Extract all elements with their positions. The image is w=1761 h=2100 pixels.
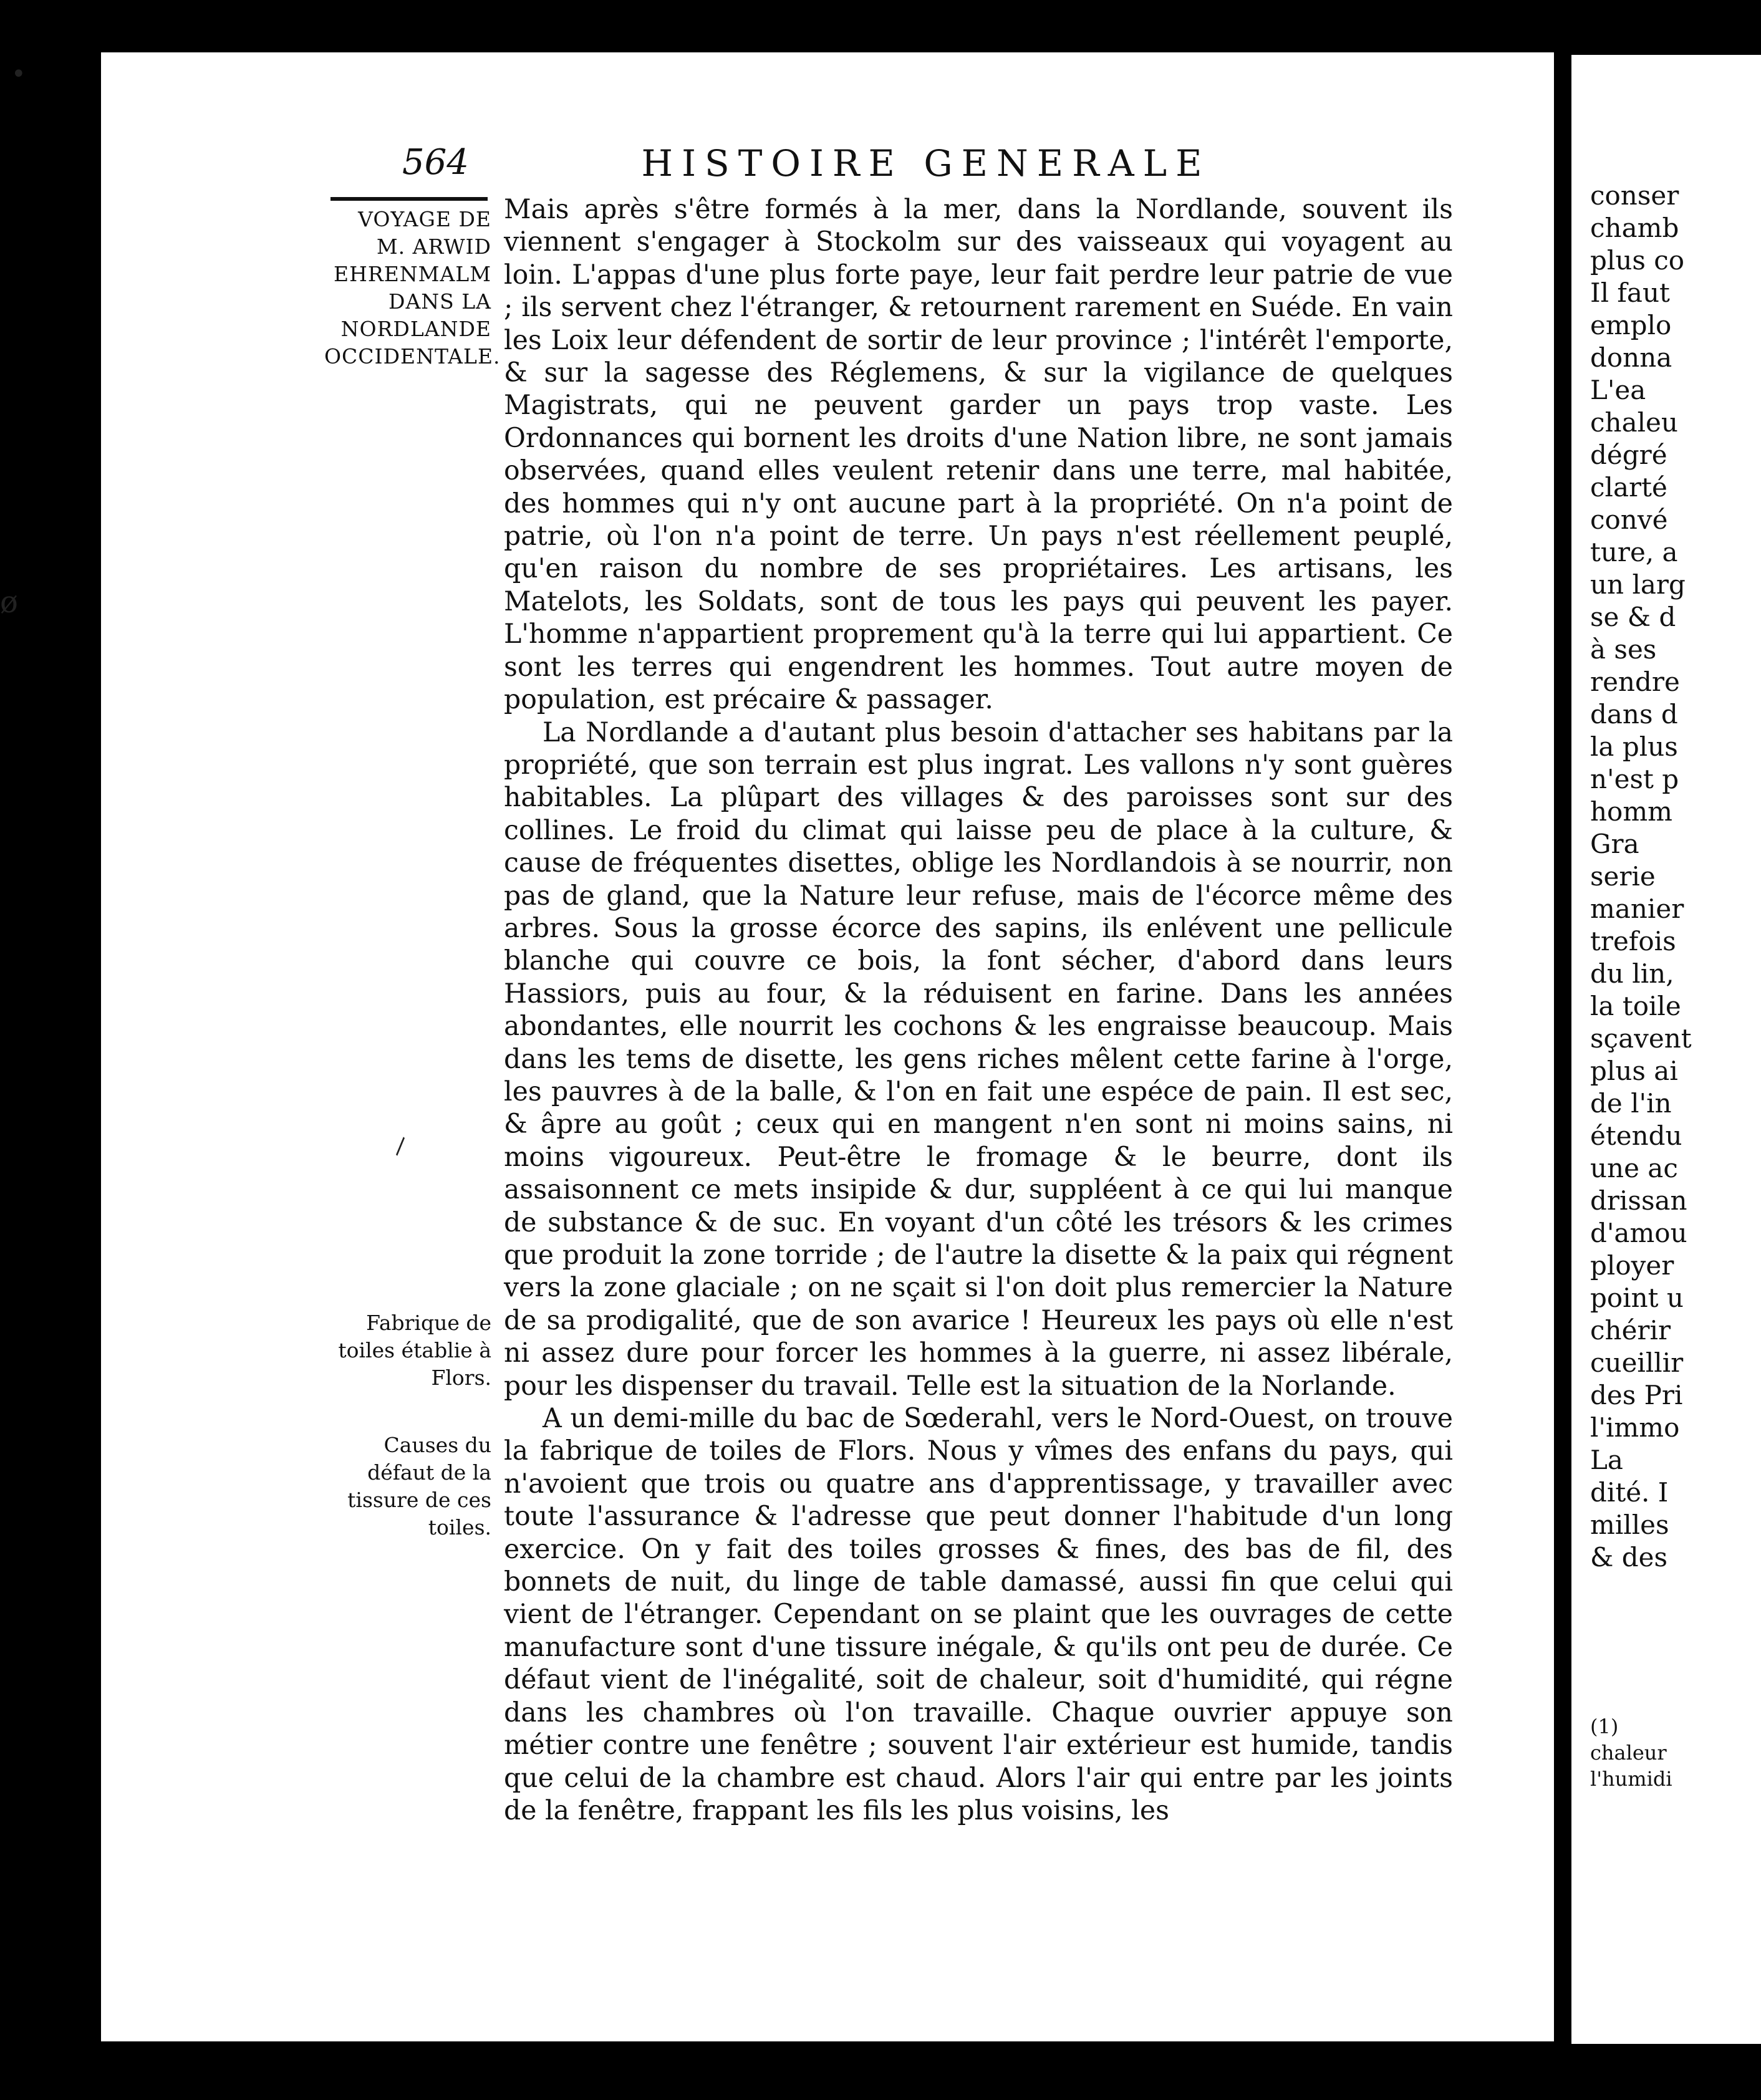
adjacent-line-fragment: n'est p [1590,764,1679,794]
adjacent-line-fragment: ture, a [1590,537,1678,567]
adjacent-line-fragment: cueillir [1590,1347,1684,1378]
adjacent-line-fragment: dégré [1590,440,1667,470]
adjacent-line-fragment: rendre [1590,667,1680,697]
margin-note-voyage: VOYAGE DE M. ARWID EHRENMALM DANS LA NORDLANDE OCCIDENTALE. [324,207,501,368]
scan-speck: • [11,60,26,89]
adjacent-line-fragment: dité. I [1590,1477,1669,1508]
adjacent-line-fragment: chamb [1590,213,1679,243]
scan-speck: ø [0,585,18,620]
margin-note-fabrique: Fabrique de toiles établie à Flors. [338,1311,491,1390]
adjacent-line-fragment: emplo [1590,310,1672,340]
paragraph: A un demi-mille du bac de Sœderahl, vers le Nord-Ouest, on trouve la fabrique de toiles de Flors. Nous y vîmes des enfans du pays, qui n'avoient que trois ou quatre ans d'apprentissage, y travailler avec toute l'assurance & l'adresse que peut donner l'habitude d'un long exercice. On y fait des toiles grosses & fines, des bas de fil, des bonnets de nuit, du linge de table damassé, aussi fin que celui qui vient de l'étranger. Cependant on se plaint que les ouvrages de cette manufacture sont d'une tissure inégale, & qu'ils ont peu de durée. Ce défaut vient de l'inégalité, soit de chaleur, soit d'humidité, qui régne dans les chambres où l'on travaille. Chaque ouvrier appuye son métier contre une fenêtre ; souvent l'air extérieur est humide, tandis que celui de la chambre est chaud. Alors l'air qui entre par les joints de la fenêtre, frappant les fils les plus voisins, les [504,1403,1453,1826]
adjacent-line-fragment: chaleu [1590,407,1678,438]
adjacent-line-fragment: sçavent [1590,1023,1692,1054]
adjacent-line-fragment: Il faut [1590,277,1670,308]
body-text [504,193,1453,1827]
adjacent-line-fragment: l'immo [1590,1412,1680,1443]
adjacent-line-fragment: plus co [1590,245,1685,276]
adjacent-page [1571,55,1761,2044]
adjacent-footnote-fragment: (1) [1590,1715,1619,1738]
adjacent-line-fragment: des Pri [1590,1380,1683,1410]
book-title: HISTOIRE GENERALE [641,142,1211,185]
adjacent-line-fragment: point u [1590,1283,1684,1313]
adjacent-line-fragment: drissan [1590,1185,1687,1216]
adjacent-line-fragment: la plus [1590,731,1678,762]
adjacent-line-fragment: serie [1590,861,1656,892]
adjacent-line-fragment: conser [1590,180,1679,211]
adjacent-line-fragment: L'ea [1590,375,1646,405]
adjacent-footnote-fragment: chaleur [1590,1741,1667,1765]
adjacent-footnote-fragment: l'humidi [1590,1767,1672,1791]
adjacent-line-fragment: convé [1590,504,1668,535]
adjacent-page-footnote [1590,1713,1672,1792]
running-head [402,142,1450,186]
adjacent-line-fragment: à ses [1590,634,1657,665]
adjacent-line-fragment: ployer [1590,1250,1674,1281]
adjacent-line-fragment: d'amou [1590,1218,1687,1248]
adjacent-line-fragment: trefois [1590,926,1676,956]
adjacent-line-fragment: se & d [1590,602,1676,632]
adjacent-line-fragment: chérir [1590,1315,1671,1346]
adjacent-line-fragment: manier [1590,893,1684,924]
adjacent-line-fragment: la toile [1590,991,1681,1021]
adjacent-line-fragment: La [1590,1445,1623,1475]
adjacent-line-fragment: donna [1590,342,1672,373]
page-number: 564 [402,142,469,183]
adjacent-line-fragment: dans d [1590,699,1678,730]
adjacent-line-fragment: Gra [1590,829,1639,859]
adjacent-line-fragment: étendu [1590,1120,1682,1151]
adjacent-line-fragment: plus ai [1590,1056,1678,1086]
adjacent-line-fragment: du lin, [1590,958,1674,989]
adjacent-line-fragment: milles [1590,1510,1669,1540]
paragraph: Mais après s'être formés à la mer, dans la Nordlande, souvent ils viennent s'engager à Stockolm sur des vaisseaux qui voyagent au loin. L'appas d'une plus forte paye, leur fait perdre leur patrie de vue ; ils servent chez l'étranger, & retournent rarement en Suéde. En vain les Loix leur défendent de sortir de leur province ; l'intérêt l'emporte, & sur la sagesse des Réglemens, & sur la vigilance de quelques Magistrats, qui ne peuvent garder un pays trop vaste. Les Ordonnances qui bornent les droits d'une Nation libre, ne sont jamais observées, quand elles veulent retenir dans une terre, mal habitée, des hommes qui n'y ont aucune part à la propriété. On n'a point de patrie, où l'on n'a point de terre. Un pays n'est réellement peuplé, qu'en raison du nombre de ses propriétaires. Les artisans, les Matelots, les Soldats, sont de tous les pays qui peuvent les payer. L'homme n'appartient proprement qu'à la terre qui lui appartient. Ce sont les terres qui engendrent les hommes. Tout autre moyen de population, est précaire & passager. [504,194,1453,716]
paragraph: La Nordlande a d'autant plus besoin d'attacher ses habitans par la propriété, que son terrain est plus ingrat. Les vallons n'y sont guères habitables. La plûpart des villages & des paroisses sont sur des collines. Le froid du climat qui laisse peu de place à la culture, & cause de fréquentes disettes, oblige les Nordlandois à se nourrir, non pas de gland, que la Nature leur refuse, mais de l'écorce même des arbres. Sous la grosse écorce des sapins, ils enlévent une pellicule blanche qui couvre ce bois, la font sécher, d'abord dans leurs Hassiors, puis au four, & la réduisent en farine. Dans les années abondantes, elle nourrit les cochons & les engraisse beaucoup. Mais dans les tems de disette, les gens riches mêlent cette farine à l'orge, les pauvres à de la balle, & l'on en fait une espéce de pain. Il est sec, & âpre au goût ; ceux qui en mangent n'en sont ni moins sains, ni moins vigoureux. Peut-être le fromage & le beurre, dont ils assaisonnent ce mets insipide & dur, suppléent à ce qui lui manque de substance & de suc. En voyant d'un côté les trésors & les crimes que produit la zone torride ; de l'autre la disette & la paix qui régnent vers la zone glaciale ; on ne sçait si l'on doit plus remercier la Nature de sa prodigalité, que de son avarice ! Heureux les pays où elle n'est ni assez dure pour forcer les hommes à la guerre, ni assez libérale, pour les dispenser du travail. Telle est la situation de la Norlande. [504,716,1453,1402]
scan-speck: \ [389,1134,412,1159]
adjacent-line-fragment: homm [1590,796,1672,827]
margin-note-causes: Causes du défaut de la tissure de ces toiles. [347,1433,491,1539]
adjacent-page-text [1590,180,1761,1574]
adjacent-line-fragment: une ac [1590,1153,1678,1183]
margin-rule [330,197,488,201]
adjacent-line-fragment: un larg [1590,569,1686,600]
adjacent-line-fragment: clarté [1590,472,1667,503]
adjacent-line-fragment: de l'in [1590,1088,1672,1119]
adjacent-line-fragment: & des [1590,1542,1668,1573]
